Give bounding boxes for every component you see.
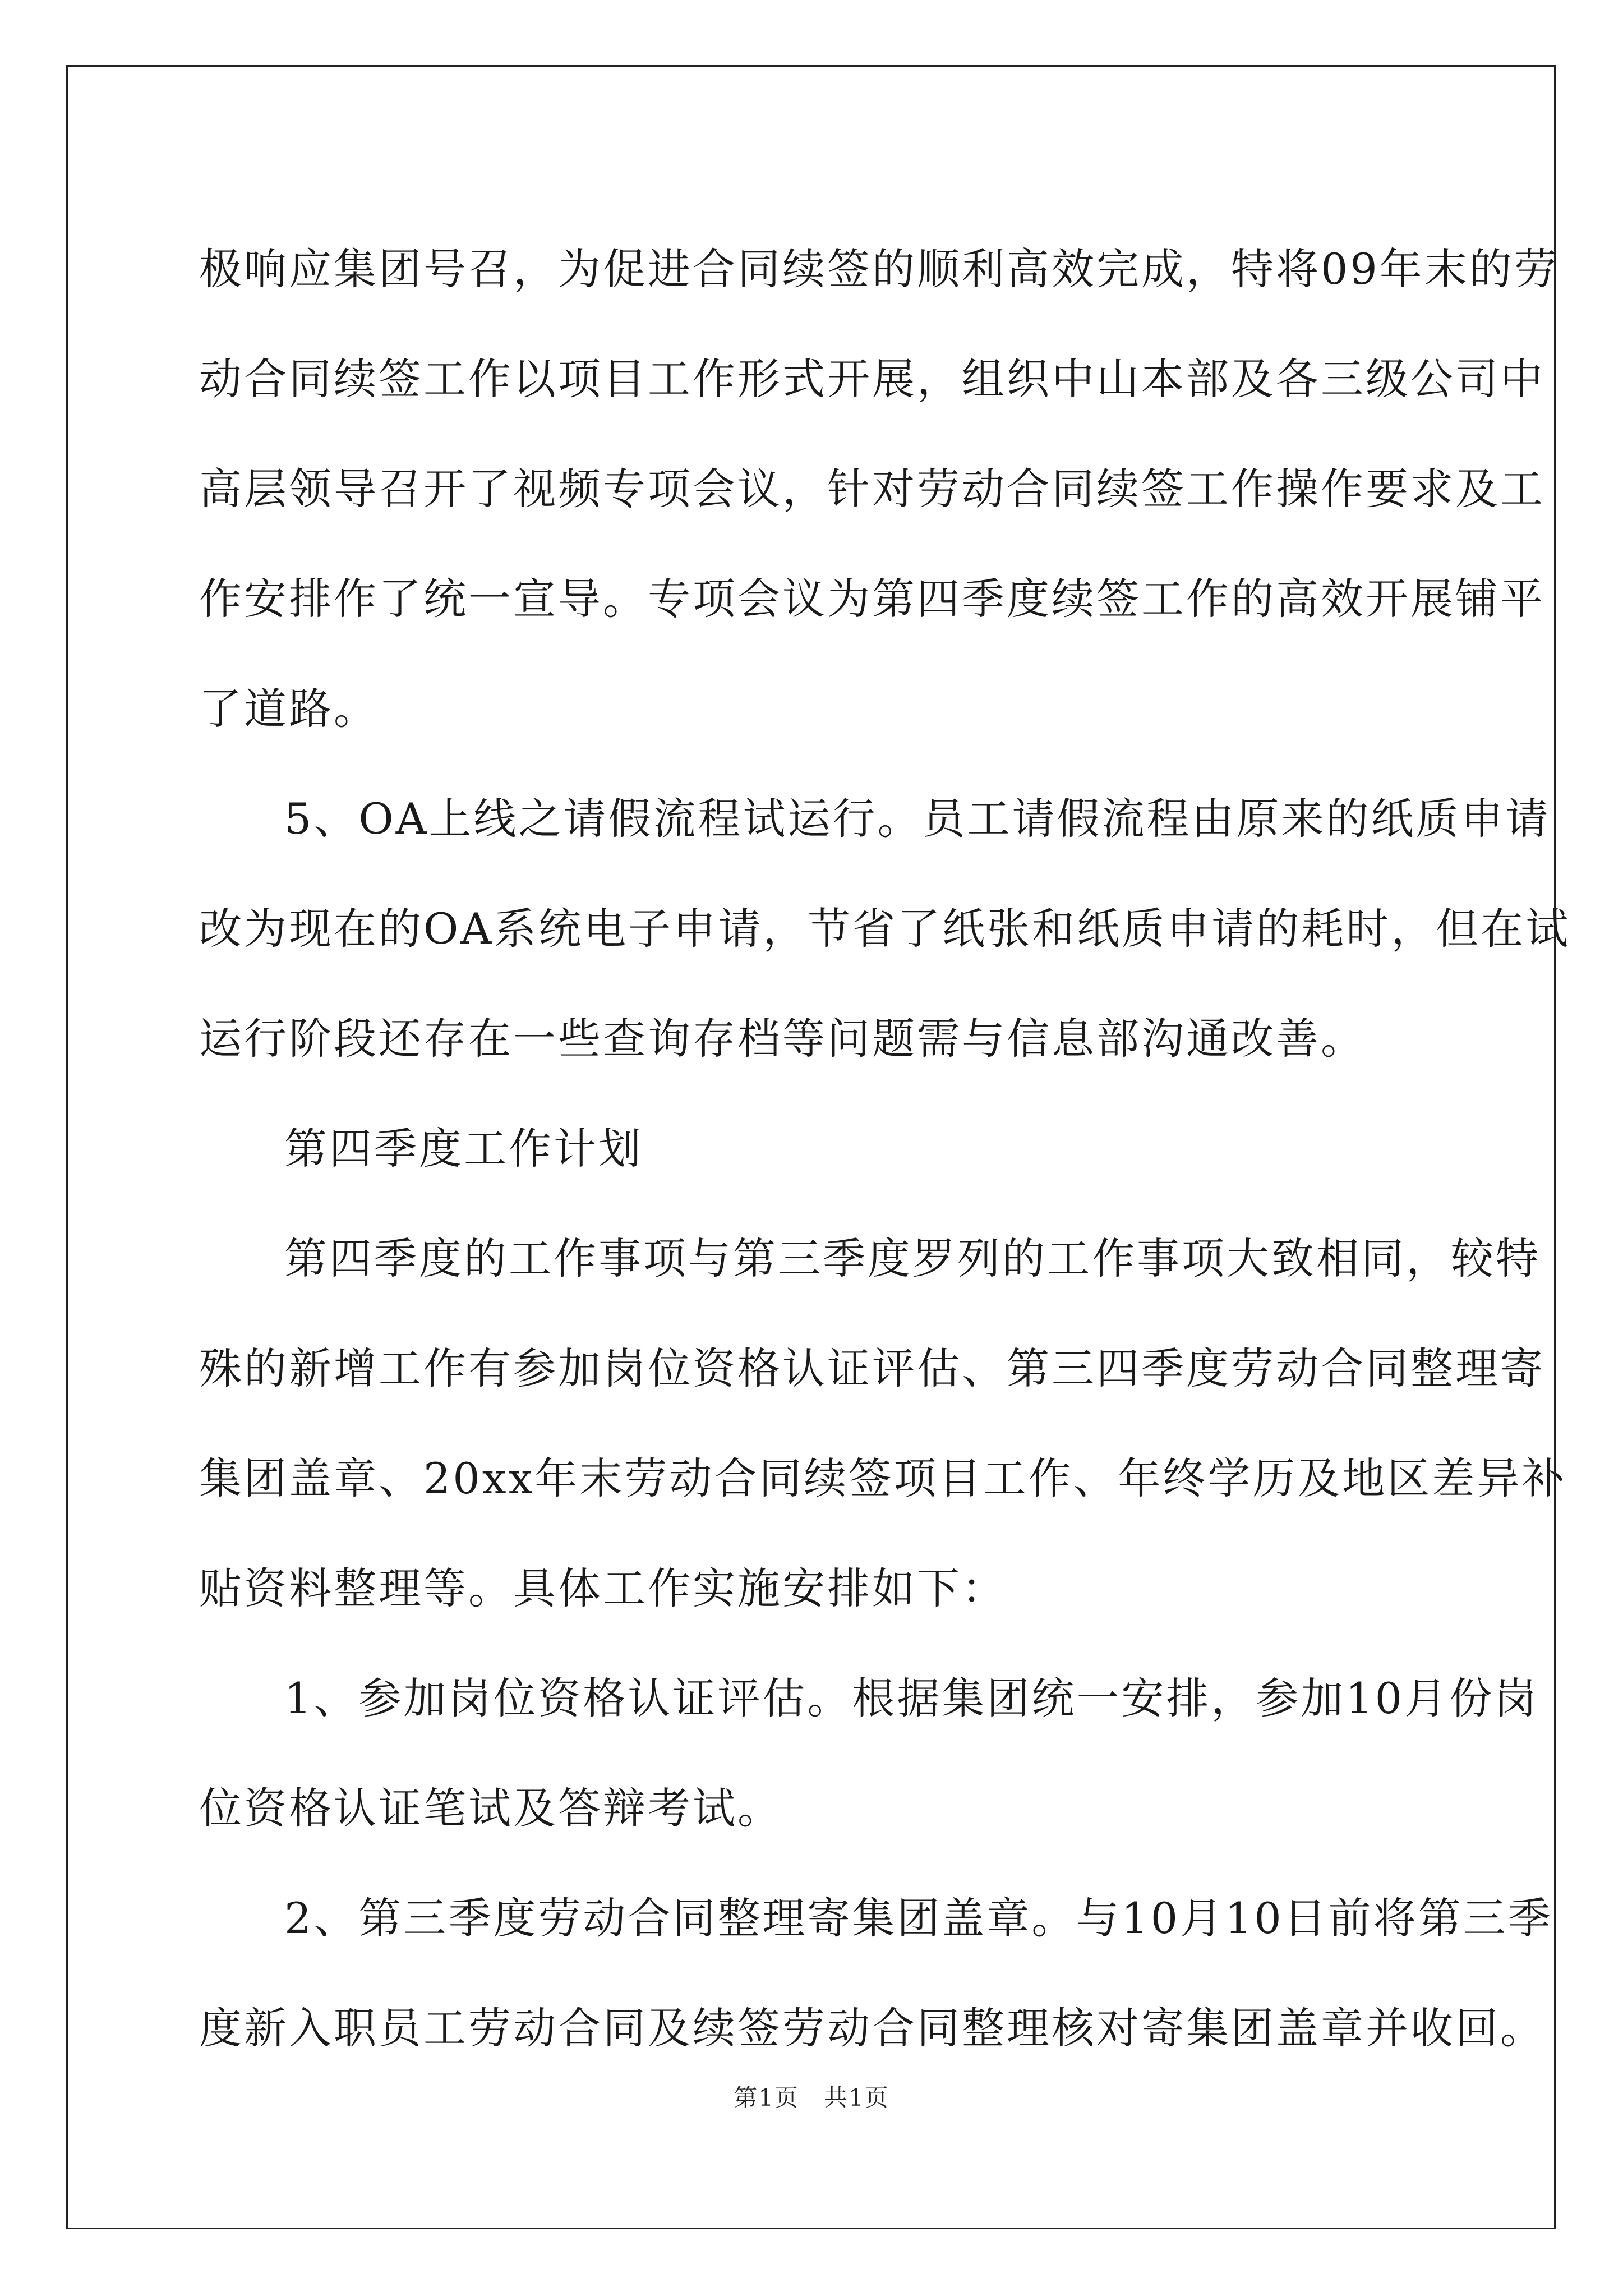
text-line: 改为现在的OA系统电子申请，节省了纸张和纸质申请的耗时，但在试: [199, 904, 1571, 954]
text-line: 动合同续签工作以项目工作形式开展，组织中山本部及各三级公司中: [199, 354, 1545, 404]
text-line: 集团盖章、20xx年末劳动合同续签项目工作、年终学历及地区差异补: [199, 1453, 1567, 1503]
text-line: 第四季度的工作事项与第三季度罗列的工作事项大致相同，较特: [284, 1234, 1541, 1283]
text-line: 贴资料整理等。具体工作实施安排如下：: [199, 1563, 1007, 1613]
paragraph-item-2: [199, 1864, 1553, 2083]
text-line: 高层领导召开了视频专项会议，针对劳动合同续签工作操作要求及工: [199, 464, 1545, 514]
text-line: 第四季度工作计划: [284, 1124, 643, 1174]
text-line: 1、参加岗位资格认证评估。根据集团统一安排，参加10月份岗: [284, 1673, 1539, 1723]
paragraph-item-1: [199, 1644, 1539, 1864]
text-line: 5、OA上线之请假流程试运行。员工请假流程由原来的纸质申请: [284, 794, 1551, 844]
text-line: 位资格认证笔试及答辩考试。: [199, 1783, 782, 1833]
paragraph-oa-leave-process: [199, 764, 1571, 1094]
text-line: 2、第三季度劳动合同整理寄集团盖章。与10月10日前将第三季: [284, 1893, 1553, 1943]
text-line: 了道路。: [199, 684, 379, 734]
document-body: [199, 214, 1571, 2083]
text-line: 运行阶段还存在一些查询存档等问题需与信息部沟通改善。: [199, 1014, 1366, 1064]
paragraph-q4-overview: [199, 1204, 1567, 1644]
section-heading-q4-plan: [199, 1094, 1433, 1204]
text-line: 极响应集团号召，为促进合同续签的顺利高效完成，特将09年末的劳: [199, 244, 1559, 294]
text-line: 殊的新增工作有参加岗位资格认证评估、第三四季度劳动合同整理寄: [199, 1343, 1545, 1393]
text-line: 度新入职员工劳动合同及续签劳动合同整理核对寄集团盖章并收回。: [199, 2003, 1545, 2053]
paragraph-contract-renewal: [199, 214, 1559, 764]
text-line: 作安排作了统一宣导。专项会议为第四季度续签工作的高效开展铺平: [199, 574, 1545, 624]
page-footer: 第1页 共1页: [734, 2084, 889, 2111]
